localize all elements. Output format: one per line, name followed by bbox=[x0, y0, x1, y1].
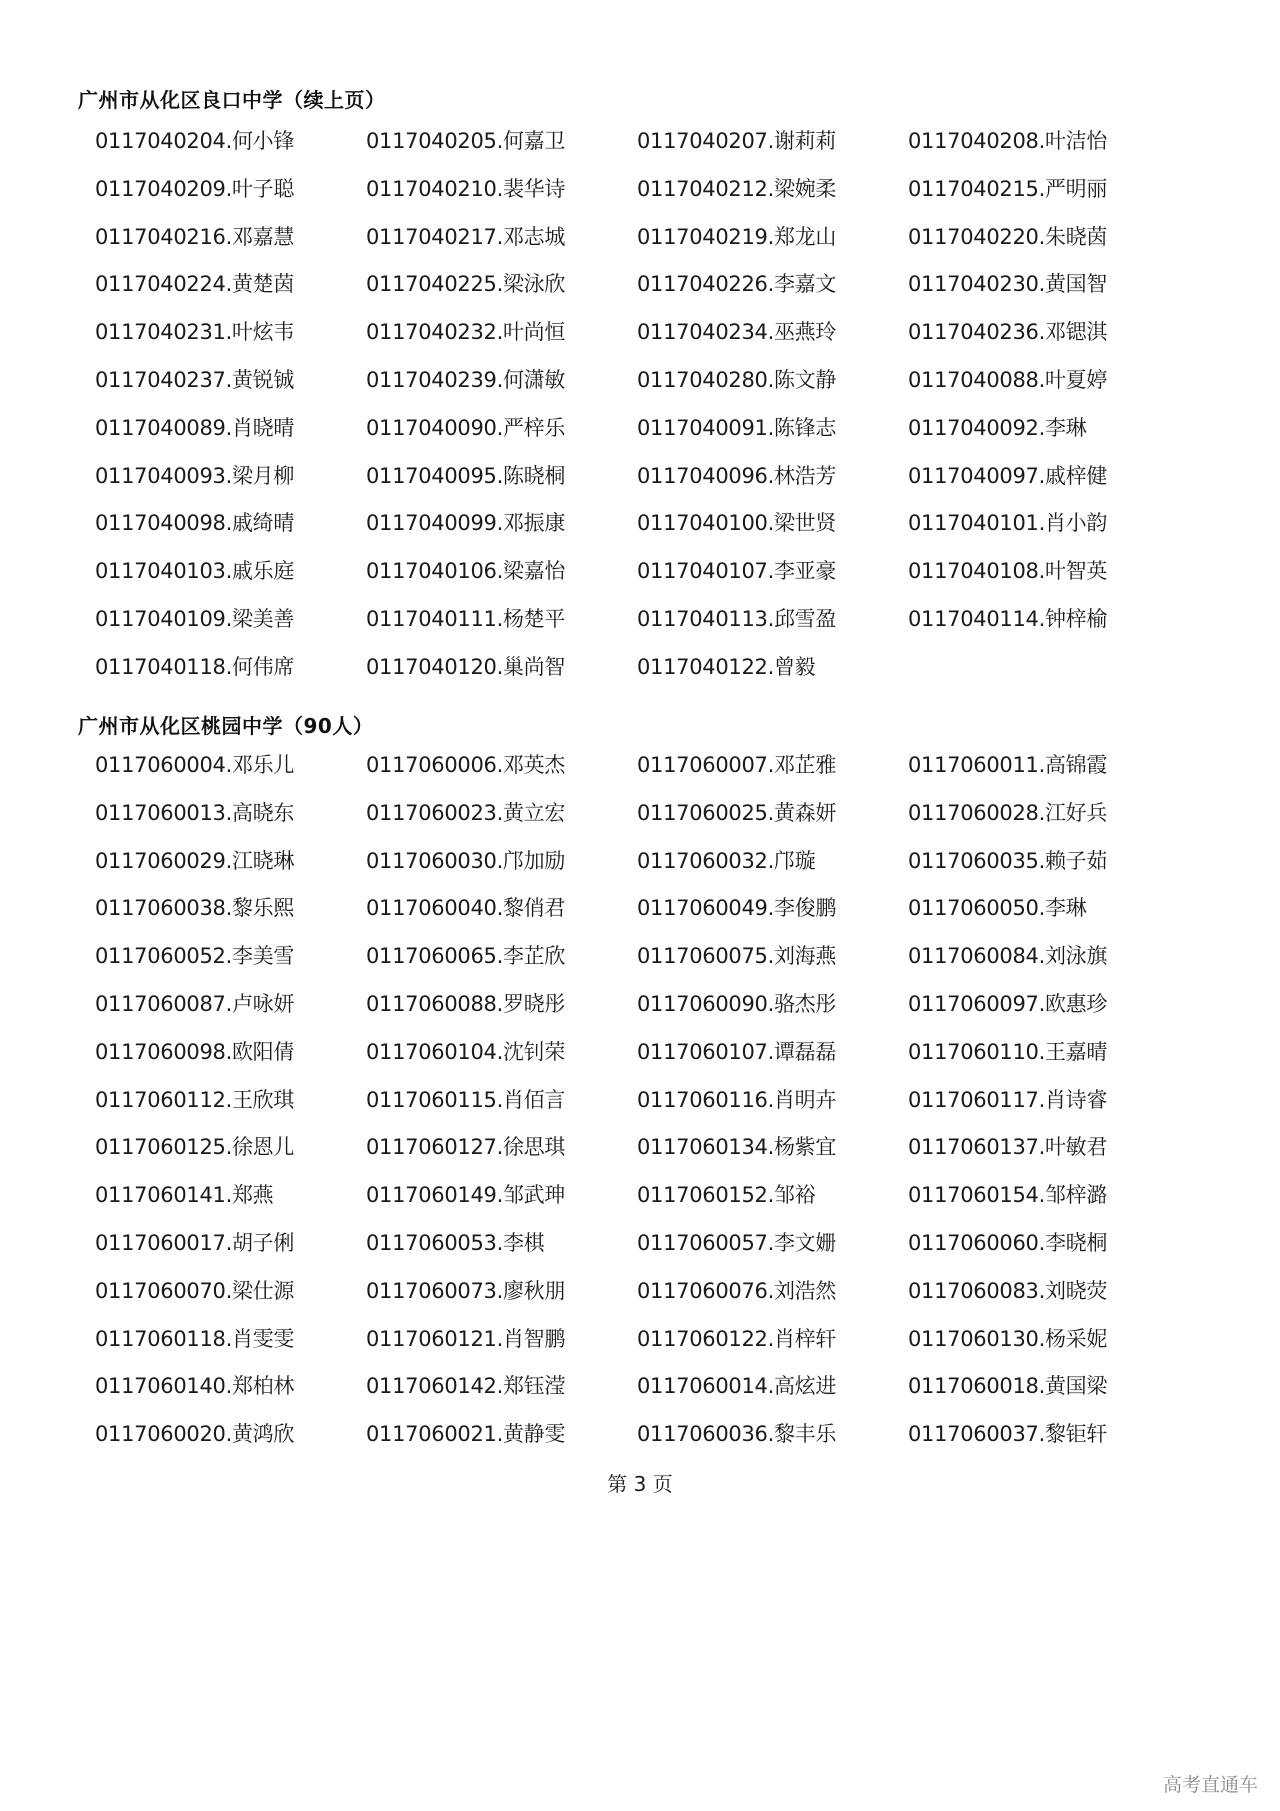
student-entry: 0117040224.黄楚茵 bbox=[95, 272, 295, 297]
student-entry: 0117060083.刘晓荧 bbox=[908, 1278, 1108, 1303]
student-entry: 0117060118.肖雯雯 bbox=[95, 1326, 295, 1351]
student-entry: 0117040216.邓嘉慧 bbox=[95, 224, 295, 249]
student-entry: 0117060037.黎钜轩 bbox=[908, 1422, 1108, 1447]
student-entry: 0117060007.邓芷雅 bbox=[637, 753, 837, 777]
student-entry: 0117060107.谭磊磊 bbox=[637, 1039, 837, 1064]
student-entry: 0117040219.郑龙山 bbox=[637, 224, 837, 249]
student-entry: 0117040230.黄国智 bbox=[908, 272, 1108, 297]
student-entry: 0117060030.邝加励 bbox=[366, 848, 566, 873]
student-entry: 0117040106.梁嘉怡 bbox=[366, 559, 566, 584]
student-entry: 0117060075.刘海燕 bbox=[637, 944, 837, 969]
student-entry: 0117060134.杨紫宜 bbox=[637, 1135, 837, 1160]
student-entry: 0117060036.黎丰乐 bbox=[637, 1422, 837, 1447]
student-entry: 0117060110.王嘉晴 bbox=[908, 1039, 1108, 1064]
student-entry: 0117040122.曾毅 bbox=[637, 654, 816, 679]
student-entry: 0117040098.戚绮晴 bbox=[95, 511, 295, 536]
student-entry: 0117040225.梁泳欣 bbox=[366, 272, 566, 297]
student-entry: 0117060116.肖明卉 bbox=[637, 1087, 837, 1112]
student-entry: 0117040092.李琳 bbox=[908, 415, 1087, 440]
student-entry: 0117040114.钟梓榆 bbox=[908, 606, 1108, 631]
student-entry: 0117060017.胡子俐 bbox=[95, 1230, 295, 1255]
student-entry: 0117040107.李亚豪 bbox=[637, 559, 837, 584]
student-entry: 0117040100.梁世贤 bbox=[637, 511, 837, 536]
student-entry: 0117060050.李琳 bbox=[908, 896, 1087, 921]
student-entry: 0117060127.徐思琪 bbox=[366, 1135, 566, 1160]
student-entry: 0117060038.黎乐熙 bbox=[95, 896, 295, 921]
student-entry: 0117040099.邓振康 bbox=[366, 511, 566, 536]
student-entry: 0117060137.叶敏君 bbox=[908, 1135, 1108, 1160]
student-entry: 0117060052.李美雪 bbox=[95, 944, 295, 969]
student-entry: 0117040096.林浩芳 bbox=[637, 463, 837, 488]
student-entry: 0117060087.卢咏妍 bbox=[95, 991, 295, 1016]
student-entry: 0117040217.邓志城 bbox=[366, 224, 566, 249]
student-entry: 0117040234.巫燕玲 bbox=[637, 320, 837, 345]
student-entry: 0117040237.黄锐铖 bbox=[95, 367, 295, 392]
student-entry: 0117040280.陈文静 bbox=[637, 367, 837, 392]
student-entry: 0117060023.黄立宏 bbox=[366, 800, 566, 825]
student-entry: 0117060013.高晓东 bbox=[95, 800, 295, 825]
student-entry: 0117060149.邹武珅 bbox=[366, 1183, 566, 1208]
student-entry: 0117060020.黄鸿欣 bbox=[95, 1422, 295, 1447]
student-entry: 0117040089.肖晓晴 bbox=[95, 415, 295, 440]
section-title-liangkou: 广州市从化区良口中学（续上页） bbox=[78, 88, 386, 112]
student-entry: 0117060117.肖诗睿 bbox=[908, 1087, 1108, 1112]
student-entry: 0117060060.李晓桐 bbox=[908, 1230, 1108, 1255]
student-entry: 0117040093.梁月柳 bbox=[95, 463, 295, 488]
student-entry: 0117040226.李嘉文 bbox=[637, 272, 837, 297]
student-entry: 0117060021.黄静雯 bbox=[366, 1422, 566, 1447]
student-entry: 0117040111.杨楚平 bbox=[366, 606, 566, 631]
student-entry: 0117060154.邹梓潞 bbox=[908, 1183, 1108, 1208]
page-number: 第 3 页 bbox=[607, 1472, 673, 1496]
student-entry: 0117060070.梁仕源 bbox=[95, 1278, 295, 1303]
student-entry: 0117040231.叶炫韦 bbox=[95, 320, 295, 345]
student-entry: 0117060028.江好兵 bbox=[908, 800, 1108, 825]
student-entry: 0117040236.邓锶淇 bbox=[908, 320, 1108, 345]
student-entry: 0117040095.陈晓桐 bbox=[366, 463, 566, 488]
student-entry: 0117060011.高锦霞 bbox=[908, 753, 1108, 777]
student-entry: 0117060014.高炫进 bbox=[637, 1374, 837, 1399]
student-entry: 0117060018.黄国梁 bbox=[908, 1374, 1108, 1399]
student-entry: 0117040090.严梓乐 bbox=[366, 415, 566, 440]
student-list-taoyuan bbox=[95, 752, 1179, 1469]
student-entry: 0117040113.邱雪盈 bbox=[637, 606, 837, 631]
student-entry: 0117040108.叶智英 bbox=[908, 559, 1108, 584]
student-entry: 0117060125.徐恩儿 bbox=[95, 1135, 295, 1160]
student-entry: 0117060004.邓乐儿 bbox=[95, 753, 295, 777]
student-entry: 0117060025.黄森妍 bbox=[637, 800, 837, 825]
student-entry: 0117040212.梁婉柔 bbox=[637, 176, 837, 201]
student-entry: 0117040120.巢尚智 bbox=[366, 654, 566, 679]
student-entry: 0117040204.何小锋 bbox=[95, 129, 295, 153]
student-entry: 0117040232.叶尚恒 bbox=[366, 320, 566, 345]
student-entry: 0117060115.肖佰言 bbox=[366, 1087, 566, 1112]
student-entry: 0117060098.欧阳倩 bbox=[95, 1039, 295, 1064]
student-entry: 0117040220.朱晓茵 bbox=[908, 224, 1108, 249]
student-entry: 0117060140.郑柏林 bbox=[95, 1374, 295, 1399]
student-entry: 0117060088.罗晓彤 bbox=[366, 991, 566, 1016]
student-entry: 0117040239.何潇敏 bbox=[366, 367, 566, 392]
student-entry: 0117040091.陈锋志 bbox=[637, 415, 837, 440]
student-entry: 0117060073.廖秋朋 bbox=[366, 1278, 566, 1303]
student-list-liangkou bbox=[95, 128, 1179, 702]
student-entry: 0117060049.李俊鹏 bbox=[637, 896, 837, 921]
section-title-taoyuan: 广州市从化区桃园中学（90人） bbox=[78, 714, 374, 738]
student-entry: 0117060057.李文姗 bbox=[637, 1230, 837, 1255]
student-entry: 0117060065.李芷欣 bbox=[366, 944, 566, 969]
student-entry: 0117060090.骆杰彤 bbox=[637, 991, 837, 1016]
student-entry: 0117060112.王欣琪 bbox=[95, 1087, 295, 1112]
student-entry: 0117060130.杨采妮 bbox=[908, 1326, 1108, 1351]
student-entry: 0117060141.郑燕 bbox=[95, 1183, 274, 1208]
student-entry: 0117040210.裴华诗 bbox=[366, 176, 566, 201]
student-entry: 0117040205.何嘉卫 bbox=[366, 129, 566, 153]
watermark: 高考直通车 bbox=[1162, 1774, 1258, 1796]
student-entry: 0117040097.戚梓健 bbox=[908, 463, 1108, 488]
student-entry: 0117060032.邝璇 bbox=[637, 848, 816, 873]
student-entry: 0117040208.叶洁怡 bbox=[908, 129, 1108, 153]
student-entry: 0117060040.黎俏君 bbox=[366, 896, 566, 921]
student-entry: 0117040215.严明丽 bbox=[908, 176, 1108, 201]
student-entry: 0117060142.郑钰滢 bbox=[366, 1374, 566, 1399]
student-entry: 0117040101.肖小韵 bbox=[908, 511, 1108, 536]
student-entry: 0117060104.沈钊荣 bbox=[366, 1039, 566, 1064]
student-entry: 0117040103.戚乐庭 bbox=[95, 559, 295, 584]
student-entry: 0117060084.刘泳旗 bbox=[908, 944, 1108, 969]
student-entry: 0117060122.肖梓轩 bbox=[637, 1326, 837, 1351]
student-entry: 0117060152.邹裕 bbox=[637, 1183, 816, 1208]
student-entry: 0117060121.肖智鹏 bbox=[366, 1326, 566, 1351]
student-entry: 0117040118.何伟席 bbox=[95, 654, 295, 679]
student-entry: 0117060076.刘浩然 bbox=[637, 1278, 837, 1303]
student-entry: 0117060097.欧惠珍 bbox=[908, 991, 1108, 1016]
student-entry: 0117060006.邓英杰 bbox=[366, 753, 566, 777]
student-entry: 0117040088.叶夏婷 bbox=[908, 367, 1108, 392]
student-entry: 0117060053.李棋 bbox=[366, 1230, 545, 1255]
student-entry: 0117060029.江晓琳 bbox=[95, 848, 295, 873]
student-entry: 0117040209.叶子聪 bbox=[95, 176, 295, 201]
student-entry: 0117040207.谢莉莉 bbox=[637, 129, 837, 153]
student-entry: 0117040109.梁美善 bbox=[95, 606, 295, 631]
student-entry: 0117060035.赖子茹 bbox=[908, 848, 1108, 873]
